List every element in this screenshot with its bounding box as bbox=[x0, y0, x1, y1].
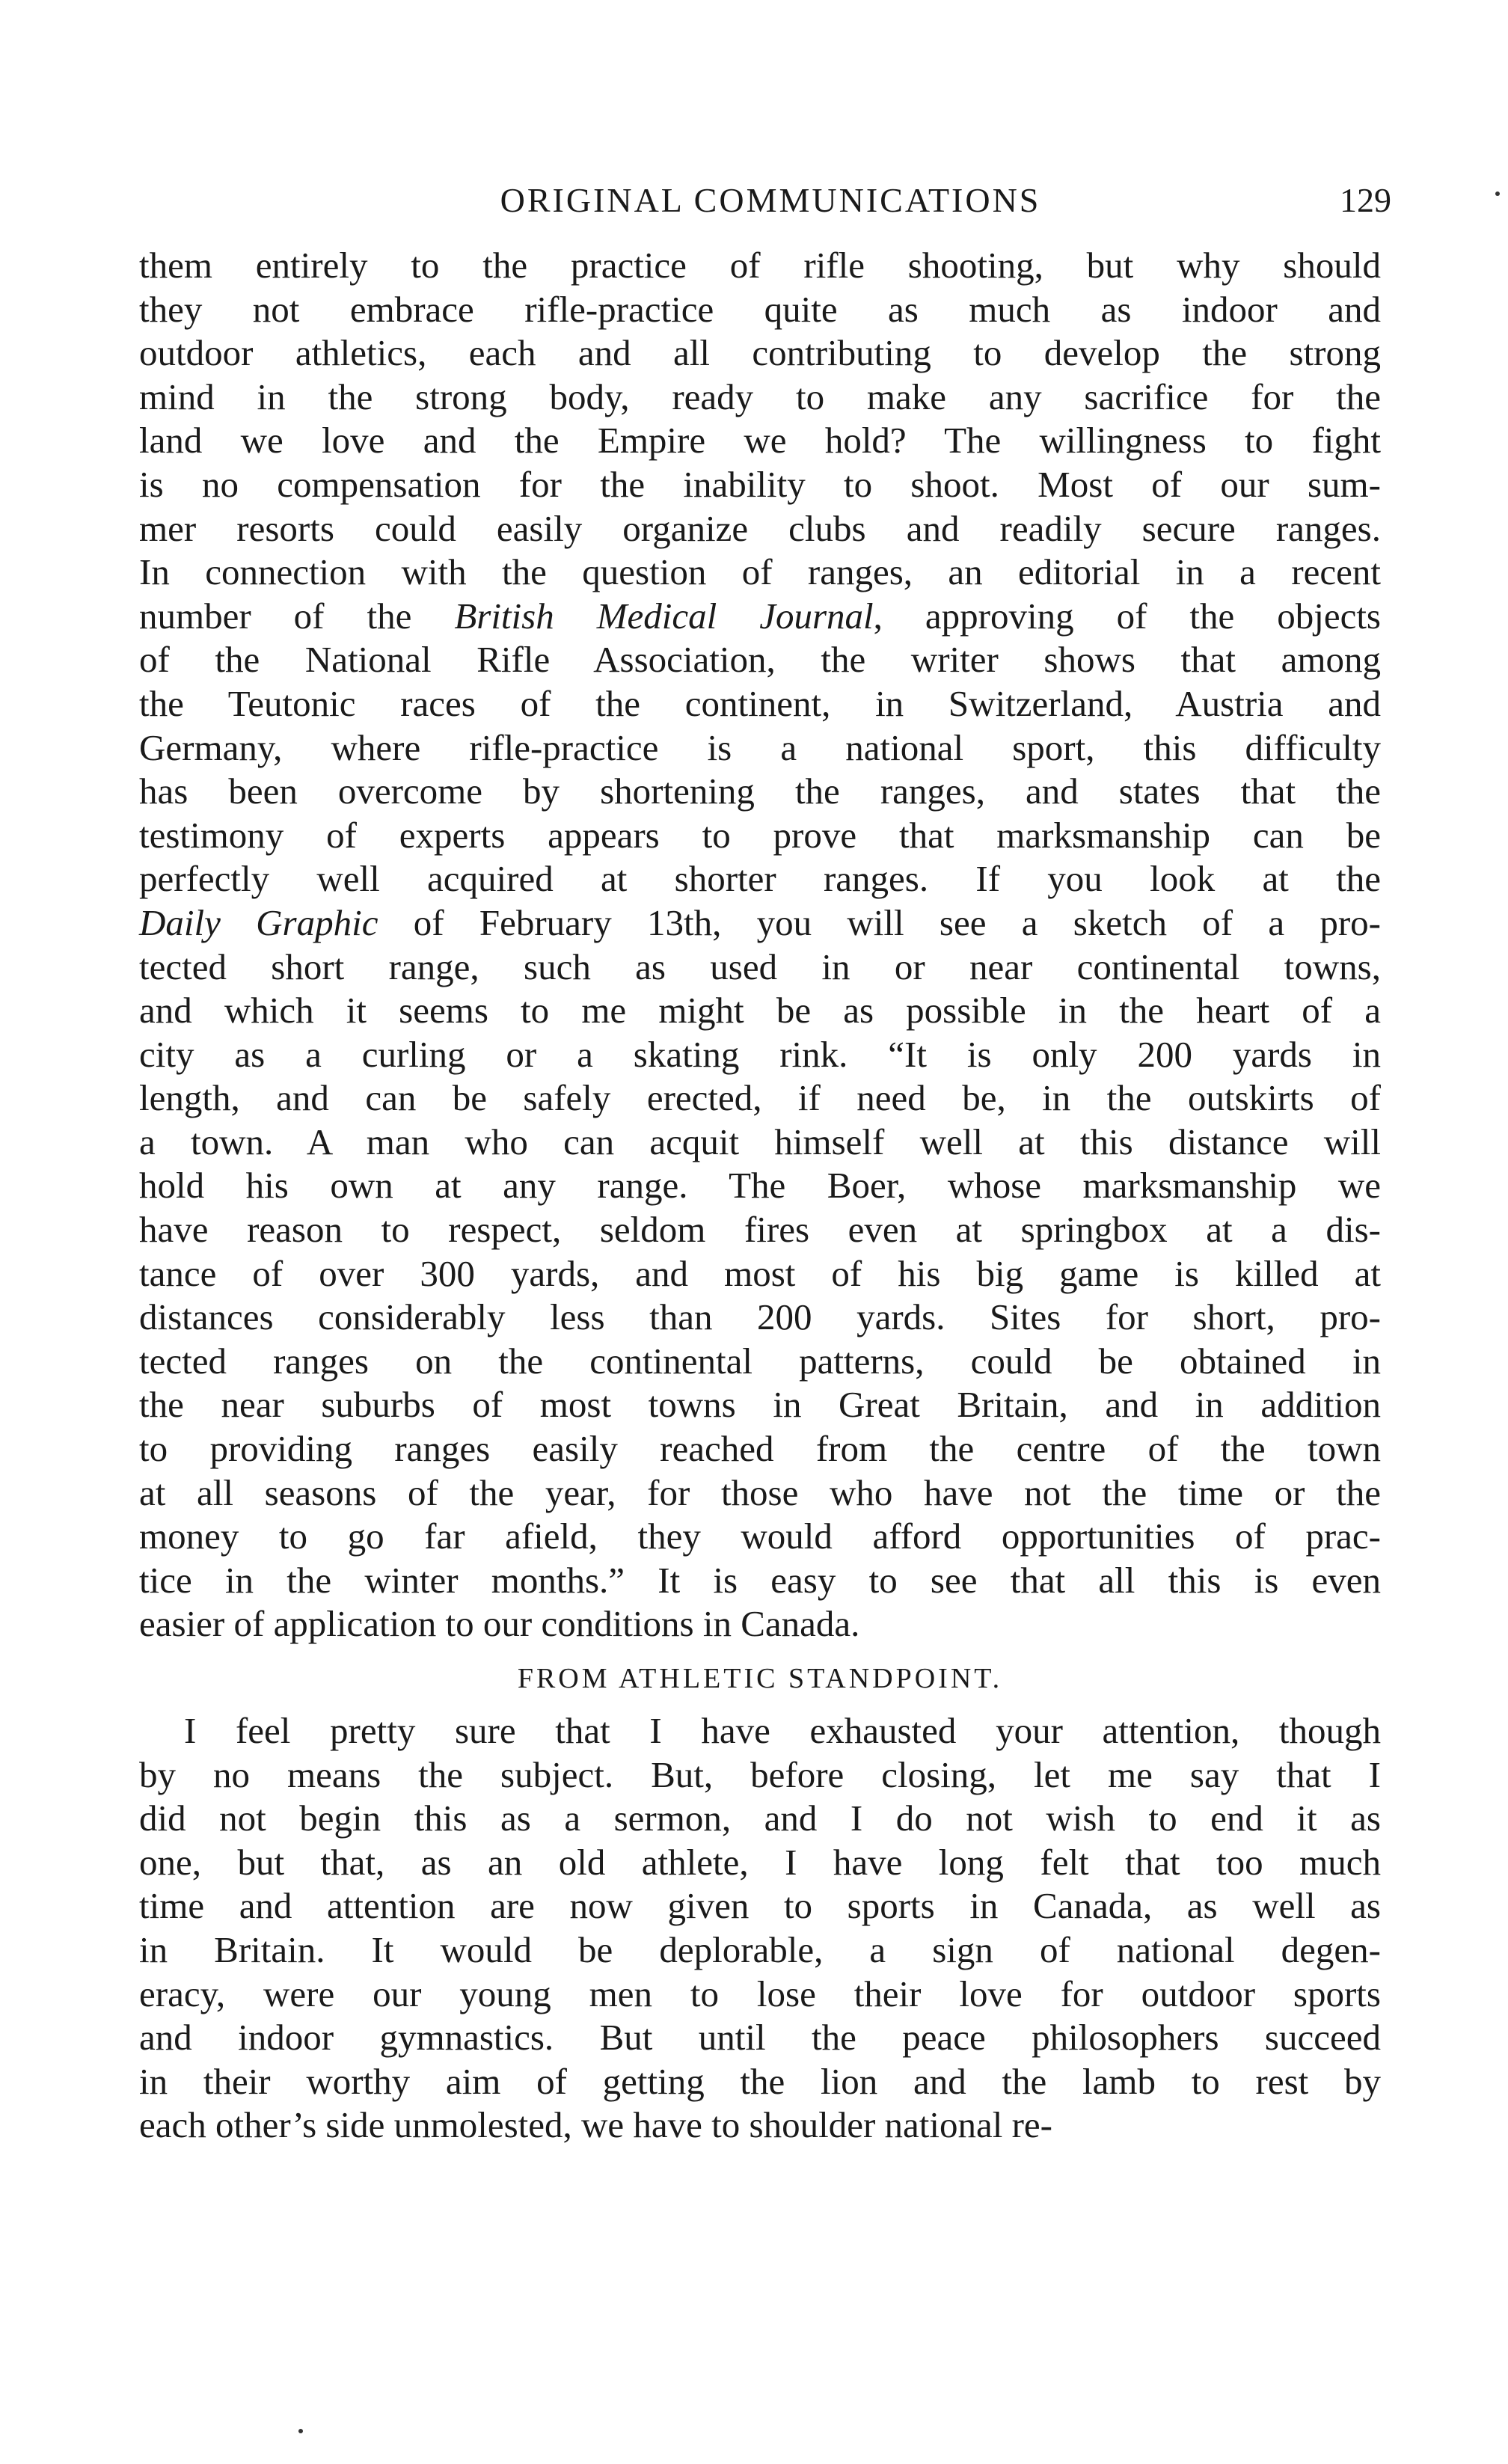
text-line: time and attention are now given to sports in Canada, as well as bbox=[139, 1885, 1381, 1927]
text-line: at all seasons of the year, for those who have not the time or the bbox=[139, 1471, 1381, 1513]
text-line: In connection with the question of ranges, an editorial in a recent bbox=[139, 551, 1381, 593]
text-line: tected short range, such as used in or near continental towns, bbox=[139, 946, 1381, 987]
text-line: tance of over 300 yards, and most of his big game is killed at bbox=[139, 1252, 1381, 1294]
text-line: each other’s side unmolested, we have to shoulder national re- bbox=[139, 2104, 1052, 2146]
running-head bbox=[150, 178, 1391, 223]
text-line: and indoor gymnastics. But until the peace philosophers succeed bbox=[139, 2017, 1381, 2059]
text-line: hold his own at any range. The Boer, whose marksmanship we bbox=[139, 1165, 1381, 1207]
paragraph-athletic-standpoint bbox=[139, 1709, 1381, 2148]
text-line: is no compensation for the inability to shoot. Most of our sum- bbox=[139, 463, 1381, 505]
text-line: Daily Graphic of February 13th, you will see a sketch of a pro- bbox=[139, 901, 1381, 943]
text-line: them entirely to the practice of rifle shooting, but why should bbox=[139, 245, 1381, 286]
text-line: length, and can be safely erected, if need be, in the outskirts of bbox=[139, 1077, 1381, 1119]
text-line: by no means the subject. But, before closing, let me say that I bbox=[139, 1753, 1381, 1795]
text-line: in Britain. It would be deplorable, a sign of national degen- bbox=[139, 1928, 1381, 1970]
text-line: perfectly well acquired at shorter ranges. If you look at the bbox=[139, 858, 1381, 900]
text-line: they not embrace rifle-practice quite as much as indoor and bbox=[139, 288, 1381, 330]
text-line: outdoor athletics, each and all contributing to develop the strong bbox=[139, 332, 1381, 374]
text-line: of the National Rifle Association, the writer shows that among bbox=[139, 639, 1381, 681]
text-line: and which it seems to me might be as possible in the heart of a bbox=[139, 990, 1381, 1032]
text-line: mind in the strong body, ready to make any sacrifice for the bbox=[139, 376, 1381, 417]
page-number: 129 bbox=[1340, 181, 1391, 219]
text-line: land we love and the Empire we hold? The willingness to fight bbox=[139, 420, 1381, 462]
text-line: money to go far afield, they would afford opportunities of prac- bbox=[139, 1516, 1381, 1557]
running-title: ORIGINAL COMMUNICATIONS bbox=[500, 181, 1041, 219]
text-line: I feel pretty sure that I have exhausted your attention, though bbox=[184, 1710, 1381, 1751]
text-line: in their worthy aim of getting the lion and the lamb to rest by bbox=[139, 2060, 1381, 2102]
text-line: did not begin this as a sermon, and I do not wish to end it as bbox=[139, 1798, 1381, 1839]
text-line: eracy, were our young men to lose their love for outdoor sports bbox=[139, 1973, 1381, 2014]
margin-mark bbox=[298, 2429, 303, 2433]
text-line: tice in the winter months.” It is easy to see that all this is even bbox=[139, 1559, 1381, 1601]
text-line: one, but that, as an old athlete, I have long felt that too much bbox=[139, 1841, 1381, 1883]
text-line: have reason to respect, seldom fires even at springbox at a dis- bbox=[139, 1209, 1381, 1251]
text-line: to providing ranges easily reached from the centre of the town bbox=[139, 1428, 1381, 1470]
text-line: a town. A man who can acquit himself well at this distance will bbox=[139, 1121, 1381, 1162]
text-line: number of the British Medical Journal, approving of the objects bbox=[139, 595, 1382, 637]
text-line: mer resorts could easily organize clubs and readily secure ranges. bbox=[139, 507, 1381, 549]
body-text bbox=[139, 244, 1381, 2148]
paragraph-rifle-ranges bbox=[139, 244, 1381, 1646]
text-line: easier of application to our conditions in Canada. bbox=[139, 1603, 860, 1645]
text-line: has been overcome by shortening the ranges, and states that the bbox=[139, 770, 1381, 812]
text-line: Germany, where rifle-practice is a national sport, this difficulty bbox=[139, 726, 1381, 768]
text-line: tected ranges on the continental patterns, could be obtained in bbox=[139, 1340, 1381, 1382]
text-line: testimony of experts appears to prove that marksmanship can be bbox=[139, 814, 1381, 856]
text-line: distances considerably less than 200 yards. Sites for short, pro- bbox=[139, 1296, 1381, 1338]
section-heading: FROM ATHLETIC STANDPOINT. bbox=[517, 1663, 1003, 1694]
text-line: the near suburbs of most towns in Great Britain, and in addition bbox=[139, 1384, 1381, 1426]
text-line: city as a curling or a skating rink. “It is only 200 yards in bbox=[139, 1033, 1381, 1075]
margin-mark bbox=[1495, 191, 1500, 196]
text-line: the Teutonic races of the continent, in Switzerland, Austria and bbox=[139, 682, 1381, 724]
